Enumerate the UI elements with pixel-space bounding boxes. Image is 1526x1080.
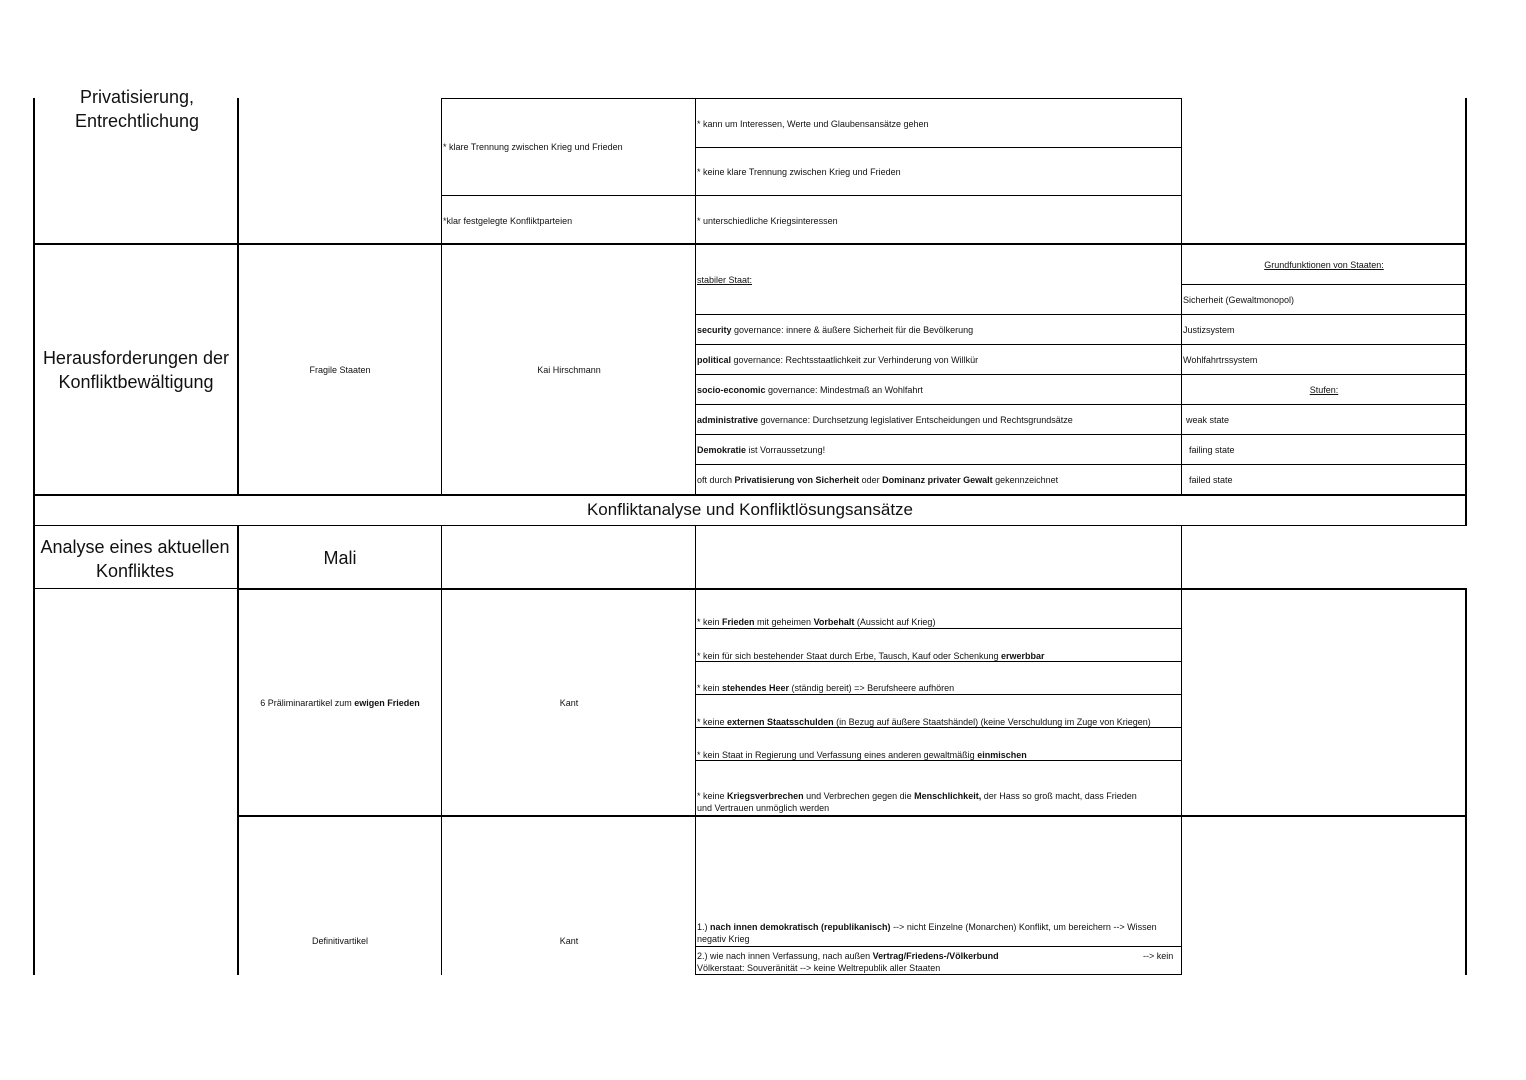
col-divider-1b xyxy=(237,526,239,975)
grundfunktionen-header: Grundfunktionen von Staaten: xyxy=(1264,260,1384,270)
kant-line-3 xyxy=(695,694,1182,695)
row-label-analyse: Analyse eines aktuellen Konfliktes xyxy=(40,537,230,581)
col-divider-2b xyxy=(441,526,442,975)
cell-kant-2: Kant xyxy=(559,936,579,946)
col-divider-2 xyxy=(441,98,442,495)
stufe-failed: failed state xyxy=(1189,475,1233,485)
function-wohlfahrt: Wohlfahrtrssystem xyxy=(1183,355,1258,365)
cell-keine-trennung: * keine klare Trennung zwischen Krieg und Frieden xyxy=(697,167,901,177)
c4-line-d xyxy=(695,404,1466,405)
gov-row-1: security governance: innere & äußere Sicherheit für die Bevölkerung xyxy=(697,325,974,335)
row-label-herausforderungen: Herausforderungen der Konfliktbewältigung xyxy=(42,348,230,392)
def-item-2-tail: --> kein xyxy=(1143,951,1174,961)
kant-line-1 xyxy=(695,628,1182,629)
c4-line-f xyxy=(695,464,1466,465)
border-right-lower xyxy=(1465,589,1467,975)
def-line-1 xyxy=(695,946,1182,947)
def-line-2 xyxy=(695,974,1182,975)
cell-kai-hirschmann: Kai Hirschmann xyxy=(537,365,601,375)
c4-line-b xyxy=(695,344,1466,345)
def-item-1: 1.) nach innen demokratisch (republikanisch) --> nicht Einzelne (Monarchen) Konflikt, um bereichern --> Wissen negativ Krieg xyxy=(697,922,1157,944)
stufe-weak: weak state xyxy=(1186,415,1230,425)
section-line-3 xyxy=(33,525,1467,526)
kant-item-5: * kein Staat in Regierung und Verfassung eines anderen gewaltmäßig einmischen xyxy=(697,750,1027,760)
kant-item-3: * kein stehendes Heer (ständig bereit) => Berufsheere aufhören xyxy=(697,683,955,693)
clipped-label-wrap xyxy=(38,87,236,138)
gov-row-last: oft durch Privatisierung von Sicherheit oder Dominanz privater Gewalt gekennzeichnet xyxy=(697,475,1059,485)
col-divider-4b xyxy=(1181,526,1182,975)
function-justiz: Justizsystem xyxy=(1183,325,1235,335)
col-divider-1 xyxy=(237,98,239,495)
mali-bottom-line xyxy=(33,588,238,589)
kant-item-4: * keine externen Staatsschulden (in Bezug auf äußere Staatshändel) (keine Verschuldung im Zuge von Kriegen) xyxy=(697,717,1151,727)
c4-line-a xyxy=(695,314,1466,315)
stabiler-staat-header: stabiler Staat: xyxy=(697,275,753,285)
kant-item-6: * keine Kriegsverbrechen und Verbrechen gegen die Menschlichkeit, der Hass so groß macht, dass Frieden und Vertrauen unmöglich werden xyxy=(697,791,1137,813)
cell-konfliktparteien: *klar festgelegte Konfliktparteien xyxy=(443,216,573,226)
section-title: Konfliktanalyse und Konfliktlösungsansätze xyxy=(586,500,914,519)
def-item-2-line2: Völkerstaat: Souveränität --> keine Weltrepublik aller Staaten xyxy=(697,963,941,973)
row-label-privatisierung: Privatisierung, Entrechtlichung xyxy=(74,87,200,131)
gov-row-3: socio-economic governance: Mindestmaß an Wohlfahrt xyxy=(697,385,923,395)
def-item-2: 2.) wie nach innen Verfassung, nach außen Vertrag/Friedens-/Völkerbund xyxy=(697,951,999,961)
cell-kant-1: Kant xyxy=(559,698,579,708)
top-row-line xyxy=(441,98,1182,99)
col-divider-3 xyxy=(695,98,696,495)
cell-mali: Mali xyxy=(323,548,357,568)
cell-definitivartikel: Definitivartikel xyxy=(311,936,369,946)
stufe-failing: failing state xyxy=(1189,445,1235,455)
section-line-1 xyxy=(33,243,1467,245)
cell-kriegsinteressen: * unterschiedliche Kriegsinteressen xyxy=(697,216,838,226)
c4-line-1 xyxy=(695,147,1182,148)
border-right xyxy=(1465,98,1467,525)
stufen-header: Stufen: xyxy=(1309,385,1339,395)
cell-fragile-staaten: Fragile Staaten xyxy=(309,365,371,375)
gov-row-4: administrative governance: Durchsetzung legislativer Entscheidungen und Rechtsgrundsätze xyxy=(697,415,1073,425)
c5-line-a xyxy=(1181,284,1466,285)
c34-line-2 xyxy=(441,195,1182,196)
cell-interessen: * kann um Interessen, Werte und Glaubensansätze gehen xyxy=(697,119,929,129)
section-line-4 xyxy=(237,588,1467,590)
gov-row-2: political governance: Rechtsstaatlichkeit zur Verhinderung von Willkür xyxy=(697,355,979,365)
gov-row-5: Demokratie ist Vorraussetzung! xyxy=(697,445,826,455)
col-divider-3b xyxy=(695,526,696,975)
cell-praeliminarartikel: 6 Präliminarartikel zum ewigen Frieden xyxy=(260,698,420,708)
section-line-2 xyxy=(33,494,1467,496)
cell-klare-trennung: * klare Trennung zwischen Krieg und Frieden xyxy=(443,142,623,152)
c4-line-c xyxy=(695,374,1466,375)
kant-item-1: * kein Frieden mit geheimen Vorbehalt (Aussicht auf Krieg) xyxy=(697,617,936,627)
col-divider-4 xyxy=(1181,98,1182,495)
function-sicherheit: Sicherheit (Gewaltmonopol) xyxy=(1183,295,1295,305)
section-line-5 xyxy=(237,815,1467,817)
kant-item-2: * kein für sich bestehender Staat durch Erbe, Tausch, Kauf oder Schenkung erwerbbar xyxy=(697,651,1045,661)
c4-line-e xyxy=(695,434,1466,435)
